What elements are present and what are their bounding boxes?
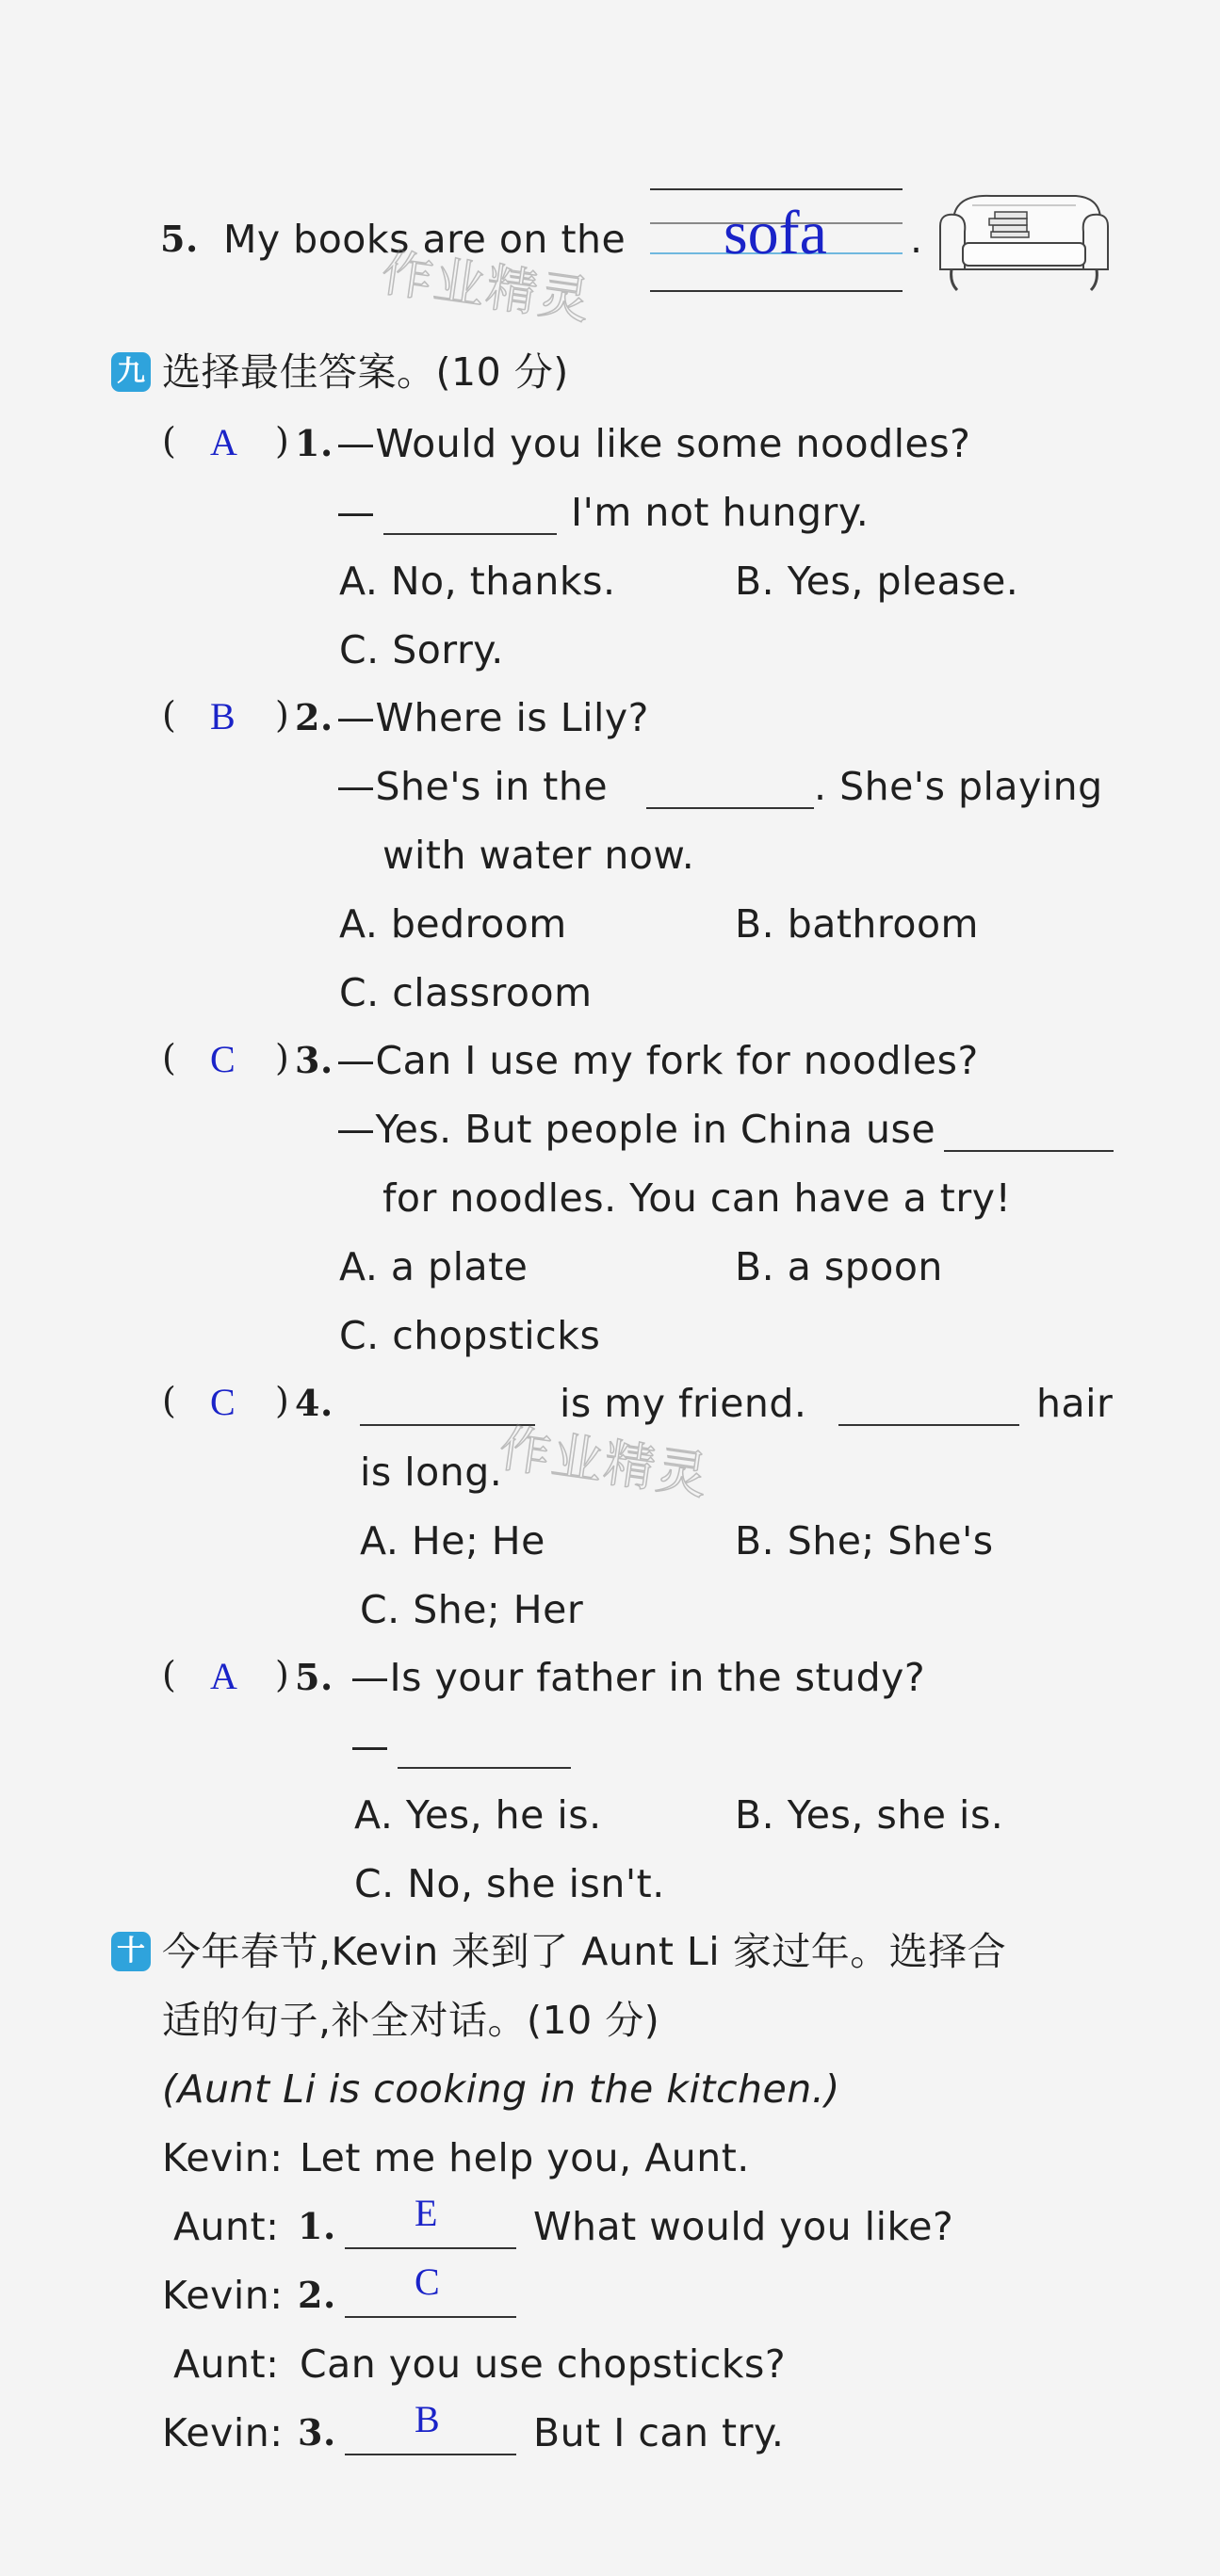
q5b-blank	[398, 1767, 571, 1769]
q1-blank	[383, 533, 557, 535]
q2-line2-post: . She's playing	[814, 764, 1103, 809]
q4-option-b: B. She; She's	[735, 1518, 994, 1563]
dialog-2-after: What would you like?	[533, 2204, 954, 2249]
q3-answer: C	[210, 1038, 236, 1080]
q4-answer: C	[210, 1381, 236, 1423]
q2-paren-open: (	[162, 694, 176, 736]
dialog-3-answer: C	[415, 2260, 440, 2303]
section-9-title: 选择最佳答案。(10 分)	[162, 349, 569, 395]
q5-writing-line-1	[650, 188, 903, 190]
q1-line2-dash: —	[336, 490, 376, 535]
sofa-icon	[935, 185, 1114, 296]
q4-option-c: C. She; Her	[360, 1587, 584, 1632]
q2-answer: B	[210, 695, 236, 737]
q1-paren-close: )	[275, 420, 289, 462]
q2-line2-pre: —She's in the	[336, 764, 609, 809]
dialog-5-answer: B	[415, 2398, 440, 2440]
dialog-3-speaker: Kevin:	[162, 2273, 284, 2318]
section-10-title-line1: 今年春节,Kevin 来到了 Aunt Li 家过年。选择合	[162, 1929, 1007, 1974]
q5b-paren-close: )	[275, 1654, 289, 1695]
q1-option-a: A. No, thanks.	[339, 559, 616, 604]
q4-line1-post: hair	[1036, 1381, 1114, 1426]
q3-option-c: C. chopsticks	[339, 1313, 601, 1358]
q2-blank	[646, 807, 814, 809]
watermark-middle: 作业精灵	[496, 1418, 713, 1507]
q1-option-c: C. Sorry.	[339, 627, 504, 672]
q2-line1: —Where is Lily?	[336, 695, 649, 740]
q5-number: 5.	[160, 218, 199, 260]
q2-option-c: C. classroom	[339, 970, 593, 1015]
section-10-scene: (Aunt Li is cooking in the kitchen.)	[162, 2066, 840, 2112]
q3-paren-open: (	[162, 1037, 176, 1078]
q5-text: My books are on the	[223, 217, 626, 262]
dialog-5-blank	[345, 2454, 516, 2455]
section-10-title-line2: 适的句子,补全对话。(10 分)	[162, 1998, 660, 2043]
q2-line3: with water now.	[382, 833, 695, 878]
dialog-2-answer: E	[415, 2192, 438, 2234]
section-9-badge: 九	[111, 352, 151, 392]
dialog-5-number: 3.	[298, 2411, 336, 2454]
dialog-5-after: But I can try.	[533, 2410, 785, 2455]
dialog-5-speaker: Kevin:	[162, 2410, 284, 2455]
q5b-option-c: C. No, she isn't.	[354, 1861, 665, 1906]
dialog-3-blank	[345, 2316, 516, 2318]
section-10-badge: 十	[111, 1932, 151, 1971]
q1-line1: —Would you like some noodles?	[336, 421, 971, 466]
q5b-line1: —Is your father in the study?	[350, 1655, 926, 1700]
q5b-number: 5.	[295, 1656, 333, 1698]
q5b-line2-dash: —	[350, 1724, 390, 1769]
q4-paren-close: )	[275, 1380, 289, 1421]
q4-number: 4.	[295, 1382, 333, 1424]
q1-line2-rest: I'm not hungry.	[571, 490, 870, 535]
q2-option-a: A. bedroom	[339, 901, 567, 947]
q2-option-b: B. bathroom	[735, 901, 979, 947]
q1-paren-open: (	[162, 420, 176, 462]
q5b-answer: A	[210, 1655, 237, 1697]
q5-answer: sofa	[724, 199, 827, 267]
q1-option-b: B. Yes, please.	[735, 559, 1019, 604]
dialog-1-text: Let me help you, Aunt.	[300, 2135, 750, 2180]
q4-paren-open: (	[162, 1380, 176, 1421]
q4-blank-2	[838, 1424, 1019, 1426]
q3-blank	[944, 1150, 1114, 1152]
q3-option-b: B. a spoon	[735, 1244, 943, 1289]
q2-number: 2.	[295, 696, 333, 738]
dialog-2-blank	[345, 2247, 516, 2249]
q5b-paren-open: (	[162, 1654, 176, 1695]
q3-option-a: A. a plate	[339, 1244, 529, 1289]
q3-line2: —Yes. But people in China use	[336, 1107, 936, 1152]
q3-line3: for noodles. You can have a try!	[382, 1175, 1012, 1221]
q5-period: .	[910, 217, 923, 262]
dialog-2-number: 1.	[298, 2205, 336, 2247]
dialog-4-text: Can you use chopsticks?	[300, 2341, 787, 2387]
watermark-top: 作业精灵	[378, 242, 595, 332]
dialog-1-speaker: Kevin:	[162, 2135, 284, 2180]
q3-line1: —Can I use my fork for noodles?	[336, 1038, 979, 1083]
q4-line2: is long.	[360, 1450, 503, 1495]
q4-line1-mid: is my friend.	[560, 1381, 807, 1426]
dialog-3-number: 2.	[298, 2274, 336, 2316]
dialog-4-speaker: Aunt:	[173, 2341, 280, 2387]
q2-paren-close: )	[275, 694, 289, 736]
q5b-option-b: B. Yes, she is.	[735, 1792, 1004, 1838]
q3-paren-close: )	[275, 1037, 289, 1078]
q1-number: 1.	[295, 422, 333, 464]
q3-number: 3.	[295, 1039, 333, 1081]
q5b-option-a: A. Yes, he is.	[354, 1792, 602, 1838]
q5-writing-line-4	[650, 290, 903, 292]
q1-answer: A	[210, 421, 237, 463]
q4-option-a: A. He; He	[360, 1518, 545, 1563]
dialog-2-speaker: Aunt:	[173, 2204, 280, 2249]
